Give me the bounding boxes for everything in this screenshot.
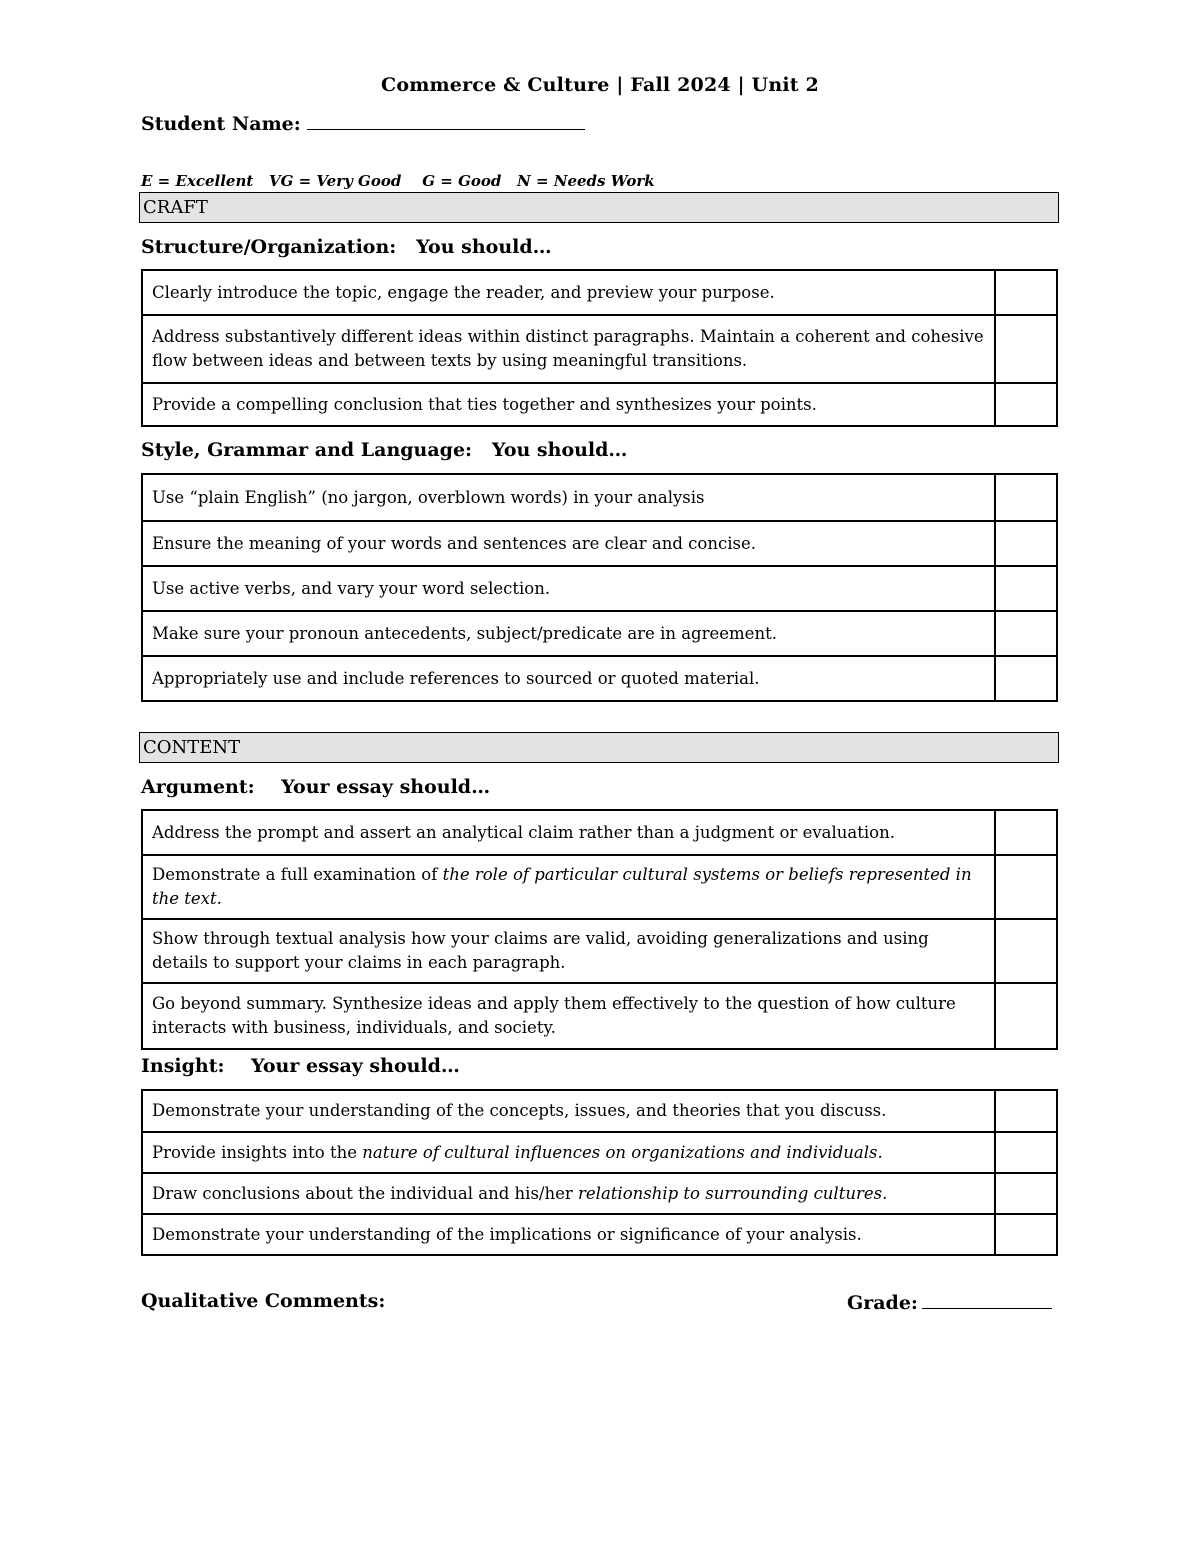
table-row [142,315,1057,383]
student-name-blank[interactable] [307,111,585,130]
rating-box[interactable] [995,566,1057,611]
table-row [142,656,1057,701]
table-row [142,1090,1057,1132]
argument-heading: Argument: Your essay should… [141,776,491,798]
rating-box[interactable] [995,1214,1057,1255]
criterion-text: Address substantively different ideas within distinct paragraphs. Maintain a coherent and cohesive flow between ideas and between texts by using meaningful transitions. [142,315,995,383]
table-row [142,474,1057,521]
criterion-text: Provide insights into the nature of cultural influences on organizations and individuals. [142,1132,995,1173]
style-heading: Style, Grammar and Language: You should… [141,439,628,461]
structure-table [141,269,1058,427]
table-row [142,919,1057,983]
criterion-text: Address the prompt and assert an analytical claim rather than a judgment or evaluation. [142,810,995,855]
rating-box[interactable] [995,270,1057,315]
rating-box[interactable] [995,315,1057,383]
qualitative-comments-label: Qualitative Comments: [141,1290,386,1312]
criterion-text: Show through textual analysis how your claims are valid, avoiding generalizations and using details to support your claims in each paragraph. [142,919,995,983]
criterion-text: Go beyond summary. Synthesize ideas and apply them effectively to the question of how culture interacts with business, individuals, and society. [142,983,995,1049]
student-name-label: Student Name: [141,113,301,135]
section-content: CONTENT [139,732,1059,763]
table-row [142,855,1057,919]
table-row [142,810,1057,855]
criterion-text: Demonstrate a full examination of the role of particular cultural systems or beliefs represented in the text. [142,855,995,919]
rating-box[interactable] [995,810,1057,855]
grade-label: Grade: [847,1292,918,1314]
rating-box[interactable] [995,1132,1057,1173]
rating-box[interactable] [995,1090,1057,1132]
table-row [142,566,1057,611]
grade-blank[interactable] [922,1290,1052,1309]
criterion-text: Make sure your pronoun antecedents, subject/predicate are in agreement. [142,611,995,656]
table-row [142,521,1057,566]
student-name-row [141,111,585,135]
section-craft: CRAFT [139,192,1059,223]
rating-box[interactable] [995,919,1057,983]
table-row [142,383,1057,426]
table-row [142,611,1057,656]
criterion-text: Draw conclusions about the individual and his/her relationship to surrounding cultures. [142,1173,995,1214]
argument-table [141,809,1058,1050]
criterion-text: Provide a compelling conclusion that ties together and synthesizes your points. [142,383,995,426]
rating-box[interactable] [995,521,1057,566]
structure-heading: Structure/Organization: You should… [141,236,552,258]
rating-box[interactable] [995,1173,1057,1214]
rating-box[interactable] [995,474,1057,521]
rating-box[interactable] [995,611,1057,656]
criterion-text: Use active verbs, and vary your word selection. [142,566,995,611]
rating-legend: E = Excellent VG = Very Good G = Good N = Needs Work [141,172,655,190]
criterion-text: Demonstrate your understanding of the implications or significance of your analysis. [142,1214,995,1255]
criterion-text: Use “plain English” (no jargon, overblown words) in your analysis [142,474,995,521]
criterion-text: Demonstrate your understanding of the concepts, issues, and theories that you discuss. [142,1090,995,1132]
table-row [142,1173,1057,1214]
rating-box[interactable] [995,383,1057,426]
table-row [142,1214,1057,1255]
grade-row [847,1290,1052,1314]
criterion-text: Appropriately use and include references to sourced or quoted material. [142,656,995,701]
table-row [142,270,1057,315]
table-row [142,983,1057,1049]
criterion-text: Clearly introduce the topic, engage the reader, and preview your purpose. [142,270,995,315]
rating-box[interactable] [995,656,1057,701]
criterion-text: Ensure the meaning of your words and sentences are clear and concise. [142,521,995,566]
rating-box[interactable] [995,855,1057,919]
rating-box[interactable] [995,983,1057,1049]
table-row [142,1132,1057,1173]
style-table [141,473,1058,702]
page-title: Commerce & Culture | Fall 2024 | Unit 2 [381,74,819,96]
insight-heading: Insight: Your essay should… [141,1055,460,1077]
insight-table [141,1089,1058,1256]
